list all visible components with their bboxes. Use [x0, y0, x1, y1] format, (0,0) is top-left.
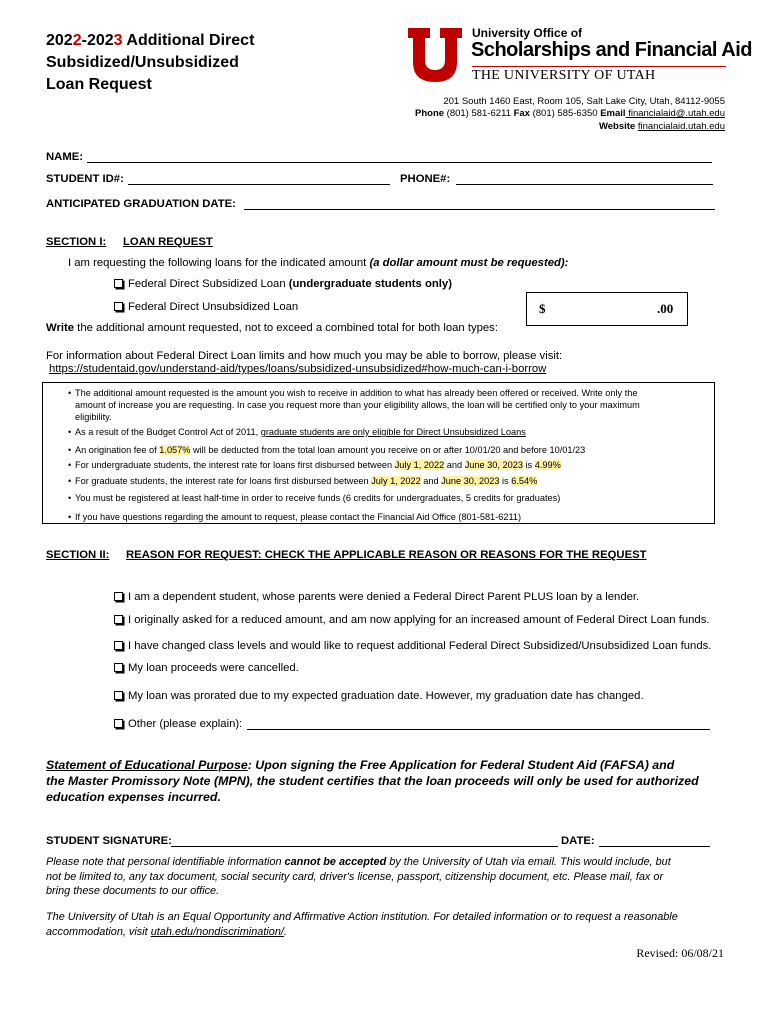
subsidized-checkbox[interactable]: [114, 279, 123, 288]
form-title-line3: Loan Request: [46, 76, 152, 93]
revised-date: Revised: 06/08/21: [636, 946, 724, 960]
date-label: DATE:: [561, 835, 595, 847]
privacy-line3: bring these documents to our office.: [46, 885, 220, 897]
name-field[interactable]: [87, 162, 712, 163]
loan-limits-info: For information about Federal Direct Loan limits and how much you may be able to borrow, please visit:: [46, 350, 563, 362]
graduation-date-label: ANTICIPATED GRADUATION DATE:: [46, 198, 236, 210]
other-explanation-field[interactable]: [247, 729, 710, 730]
reason-other[interactable]: Other (please explain):: [114, 718, 242, 730]
website-line: Website financialaid.utah.edu: [598, 120, 725, 132]
statement-line1: Statement of Educational Purpose: Upon signing the Free Application for Federal Student Aid (FAFSA) and: [46, 758, 675, 772]
reason-prorated-loan[interactable]: My loan was prorated due to my expected graduation date. However, my graduation date has changed.: [114, 690, 644, 702]
contact-block: [415, 96, 725, 133]
amount-box[interactable]: [526, 292, 688, 326]
reason-checkbox[interactable]: [114, 615, 123, 624]
phone-fax-email: Phone (801) 581-6211 Fax (801) 585-6350 Email financialaid@.utah.edu: [415, 108, 725, 120]
loan-limits-link[interactable]: https://studentaid.gov/understand-aid/types/loans/subsidized-unsubsidized#how-much-can-i-borrow: [49, 363, 547, 375]
equal-opportunity-line2: accommodation, visit utah.edu/nondiscrimination/.: [46, 925, 287, 938]
student-id-label: STUDENT ID#:: [46, 173, 124, 185]
signature-field[interactable]: [171, 846, 558, 847]
section1-number: SECTION I:: [46, 236, 107, 248]
form-title-line2: Subsidized/Unsubsidized: [46, 54, 239, 71]
amount-cents: .00: [657, 301, 674, 316]
form-title-line1: 2022-2023 Additional Direct: [46, 32, 255, 49]
logo-divider: [472, 66, 726, 67]
amount-dollar-sign: $: [539, 301, 546, 316]
reason-proceeds-cancelled[interactable]: My loan proceeds were cancelled.: [114, 662, 299, 674]
reason-checkbox[interactable]: [114, 592, 123, 601]
graduation-date-field[interactable]: [244, 209, 715, 210]
name-label: NAME:: [46, 151, 84, 163]
form-title: [46, 30, 254, 96]
privacy-notice: [46, 855, 671, 899]
university-logo: [406, 26, 752, 86]
privacy-line1: Please note that personal identifiable information cannot be accepted by the University of Utah via email. This would include, but: [46, 856, 671, 868]
date-field[interactable]: [599, 846, 710, 847]
unsubsidized-checkbox[interactable]: [114, 302, 123, 311]
office-line2: Scholarships and Financial Aid: [471, 39, 752, 61]
office-line1: University Office of: [472, 26, 583, 40]
address: 201 South 1460 East, Room 105, Salt Lake City, Utah, 84112-9055: [443, 96, 725, 107]
phone-label: PHONE#:: [400, 173, 451, 185]
section2-heading: REASON FOR REQUEST: CHECK THE APPLICABLE REASON OR REASONS FOR THE REQUEST: [126, 549, 647, 561]
website-link[interactable]: financialaid.utah.edu: [637, 120, 725, 132]
email-link[interactable]: financialaid@.utah.edu: [625, 108, 725, 120]
nondiscrimination-link[interactable]: utah.edu/nondiscrimination/: [150, 925, 284, 938]
privacy-line2: not be limited to, any tax document, social security card, driver's license, passport, citizenship document, etc. Please mail, fax or: [46, 870, 664, 883]
reason-checkbox[interactable]: [114, 641, 123, 650]
equal-opportunity-line1: The University of Utah is an Equal Opportunity and Affirmative Action institution. For detailed information or to request a reasonable: [46, 911, 678, 923]
reason-increased-amount[interactable]: I originally asked for a reduced amount, and am now applying for an increased amount of Federal Direct Loan funds.: [114, 614, 710, 626]
reason-checkbox[interactable]: [114, 691, 123, 700]
reason-class-level-change[interactable]: I have changed class levels and would like to request additional Federal Direct Subsidized/Unsubsidized Loan funds.: [114, 640, 711, 652]
section2-number: SECTION II:: [46, 549, 110, 561]
student-id-field[interactable]: [128, 184, 390, 185]
equal-opportunity-statement: [46, 910, 678, 939]
loan-request-intro: I am requesting the following loans for the indicated amount (a dollar amount must be requested):: [68, 257, 569, 269]
subsidized-option[interactable]: Federal Direct Subsidized Loan (undergraduate students only): [114, 278, 452, 290]
reason-checkbox[interactable]: [114, 663, 123, 672]
statement-of-purpose: [46, 757, 699, 805]
university-name: THE UNIVERSITY OF UTAH: [472, 68, 656, 83]
reason-parent-plus-denied[interactable]: I am a dependent student, whose parents were denied a Federal Direct Parent PLUS loan by a lender.: [114, 591, 639, 603]
write-amount-instruction: Write the additional amount requested, not to exceed a combined total for both loan types:: [46, 322, 498, 334]
unsubsidized-option[interactable]: Federal Direct Unsubsidized Loan: [114, 301, 298, 313]
phone-field[interactable]: [456, 184, 713, 185]
section1-heading: LOAN REQUEST: [123, 236, 213, 248]
block-u-logo: [406, 26, 464, 84]
statement-line2: the Master Promissory Note (MPN), the student certifies that the loan proceeds will only be used for authorized: [46, 774, 699, 788]
reason-checkbox[interactable]: [114, 719, 123, 728]
statement-line3: education expenses incurred.: [46, 790, 221, 804]
signature-label: STUDENT SIGNATURE:: [46, 835, 172, 847]
